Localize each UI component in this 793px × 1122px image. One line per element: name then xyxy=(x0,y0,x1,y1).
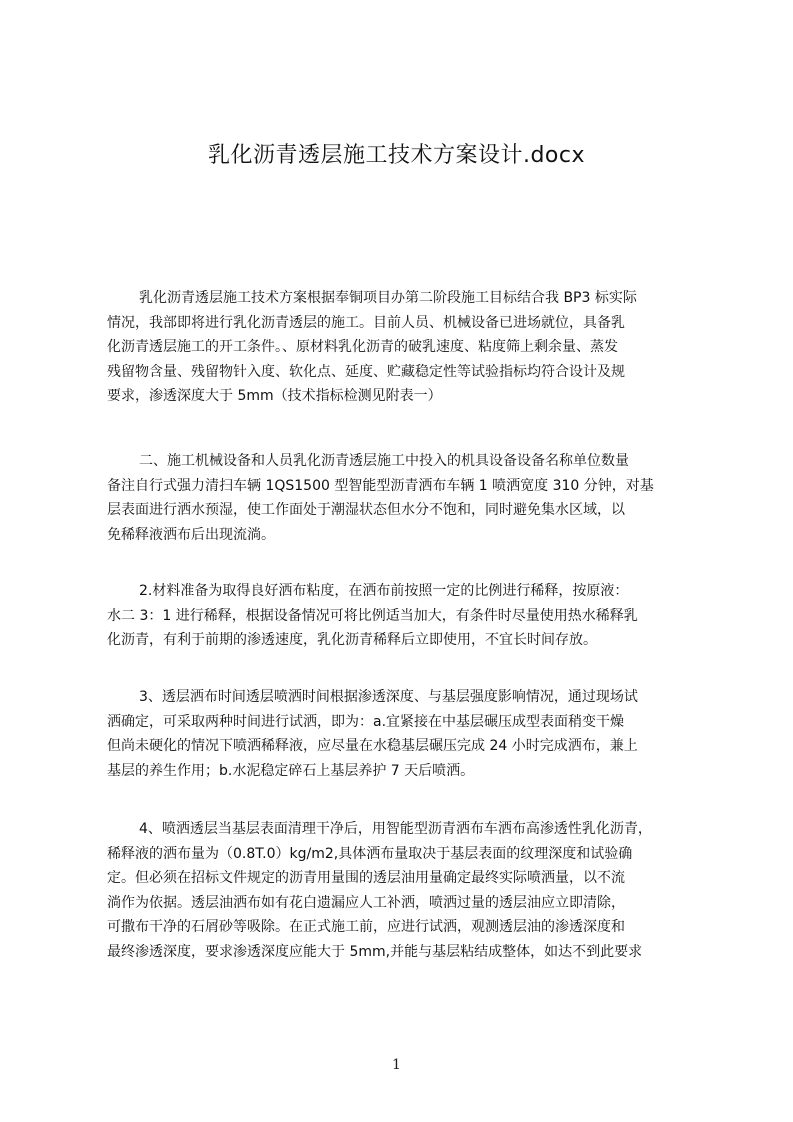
paragraph-line: 化沥青透层施工的开工条件。、原材料乳化沥青的破乳速度、粘度筛上剩余量、蒸发 xyxy=(107,339,618,356)
paragraph-5 xyxy=(107,817,707,965)
paragraph-line: 2.材料准备为取得良好洒布粘度，在洒布前按照一定的比例进行稀释，按原液： xyxy=(139,583,629,599)
paragraph-1 xyxy=(107,286,707,409)
paragraph-line: 淌作为依据。透层油洒布如有花白遗漏应人工补洒，喷洒过量的透层油应立即清除， xyxy=(107,894,625,911)
paragraph-line: 洒确定，可采取两种时间进行试洒，即为：a.宜紧接在中基层碾压成型表面稍变干燥 xyxy=(107,713,625,730)
paragraph-line: 免稀释液洒布后出现流淌。 xyxy=(107,526,275,543)
paragraph-line: 稀释液的洒布量为（0.8T.0）kg/m2,具体洒布量取决于基层表面的纹理深度和试验确 xyxy=(107,845,633,862)
page-number: 1 xyxy=(392,1057,401,1073)
paragraph-2 xyxy=(107,449,707,547)
paragraph-line: 但尚未硬化的情况下喷洒稀释液，应尽量在水稳基层碾压完成 24 小时完成洒布，兼上 xyxy=(107,738,638,755)
paragraph-line: 水二 3：1 进行稀释，根据设备情况可将比例适当加大，有条件时尽量使用热水稀释乳 xyxy=(107,607,638,624)
paragraph-line: 备注自行式强力清扫车辆 1QS1500 型智能型沥青洒布车辆 1 喷洒宽度 310 分钟，对基 xyxy=(107,477,654,494)
paragraph-4 xyxy=(107,685,707,783)
paragraph-line: 要求，渗透深度大于 5mm（技术指标检测见附表一） xyxy=(107,388,442,405)
paragraph-3 xyxy=(107,579,707,653)
paragraph-line: 可撒布干净的石屑砂等吸除。在正式施工前，应进行试洒，观测透层油的渗透深度和 xyxy=(107,919,625,936)
paragraph-line: 二、施工机械设备和人员乳化沥青透层施工中投入的机具设备设备名称单位数量 xyxy=(139,453,629,469)
paragraph-line: 层表面进行洒水预湿，使工作面处于潮湿状态但水分不饱和，同时避免集水区域，以 xyxy=(107,502,625,519)
document-title: 乳化沥青透层施工技术方案设计.docx xyxy=(207,143,586,168)
paragraph-line: 情况，我部即将进行乳化沥青透层的施工。目前人员、机械设备已进场就位，具备乳 xyxy=(107,314,625,331)
paragraph-line: 4、喷洒透层当基层表面清理干净后，用智能型沥青洒布车洒布高渗透性乳化沥青， xyxy=(139,821,652,837)
paragraph-line: 3、透层洒布时间透层喷洒时间根据渗透深度、与基层强度影响情况，通过现场试 xyxy=(139,689,638,705)
paragraph-line: 残留物含量、残留物针入度、软化点、延度、贮藏稳定性等试验指标均符合设计及规 xyxy=(107,363,625,380)
paragraph-line: 乳化沥青透层施工技术方案根据奉铜项目办第二阶段施工目标结合我 BP3 标实际 xyxy=(139,290,637,306)
paragraph-line: 定。但必须在招标文件规定的沥青用量围的透层油用量确定最终实际喷洒量，以不流 xyxy=(107,870,625,887)
paragraph-line: 基层的养生作用；b.水泥稳定碎石上基层养护 7 天后喷洒。 xyxy=(107,762,475,779)
paragraph-line: 化沥青，有利于前期的渗透速度，乳化沥青稀释后立即使用，不宜长时间存放。 xyxy=(107,632,597,649)
paragraph-line: 最终渗透深度，要求渗透深度应能大于 5mm,并能与基层粘结成整体，如达不到此要求 xyxy=(107,943,643,960)
